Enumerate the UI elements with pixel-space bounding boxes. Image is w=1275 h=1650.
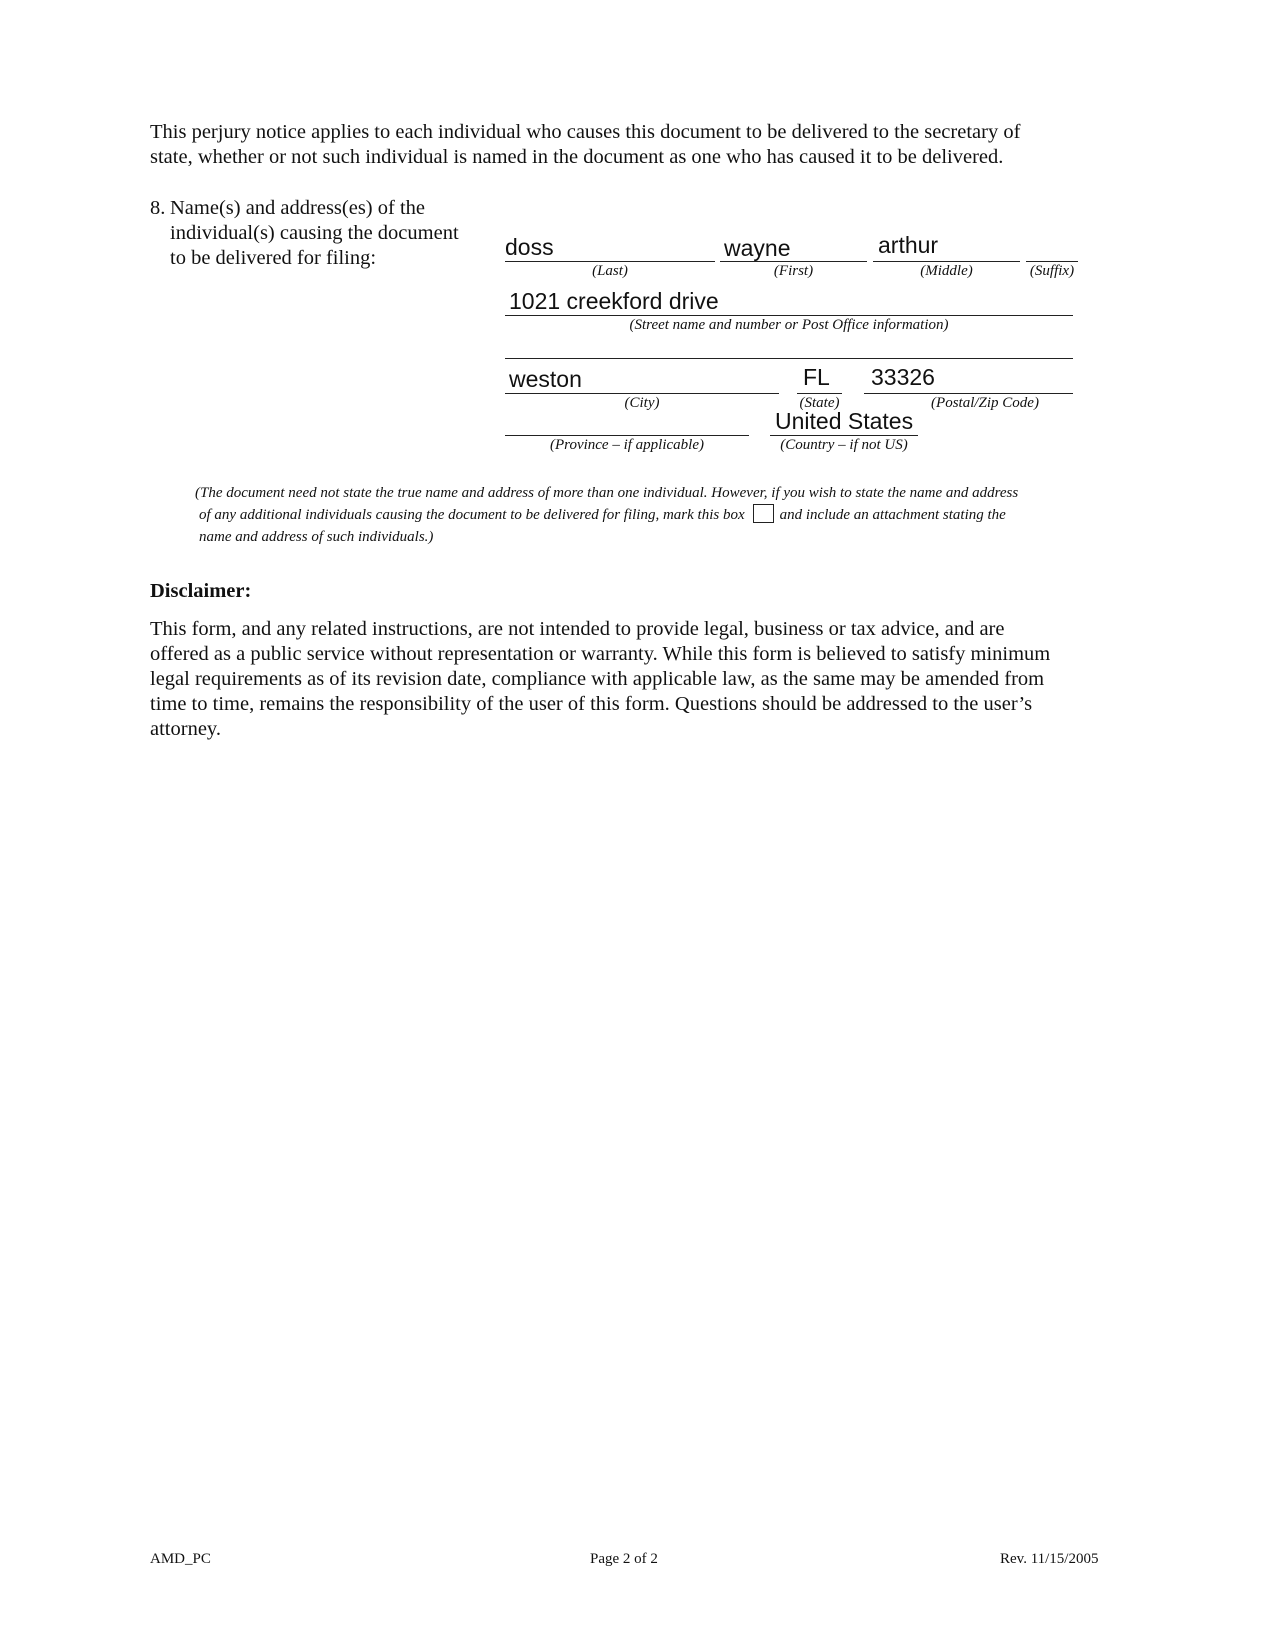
- last-name-field[interactable]: [505, 261, 715, 262]
- note-line-2: [195, 504, 1125, 526]
- middle-name-field[interactable]: [873, 261, 1020, 262]
- country-field[interactable]: [770, 435, 918, 436]
- item-8-label-line-3: to be delivered for filing:: [170, 247, 377, 269]
- city-field[interactable]: [505, 393, 779, 394]
- state-caption: (State): [799, 395, 840, 411]
- disclaimer-text: [150, 617, 1130, 742]
- state-value[interactable]: FL: [803, 364, 830, 390]
- street-field[interactable]: [505, 315, 1073, 316]
- first-name-field[interactable]: [720, 261, 867, 262]
- disclaimer-line-4: time to time, remains the responsibility of the user of this form. Questions should be addressed to the user’s: [150, 693, 1033, 715]
- disclaimer-line-1: This form, and any related instructions, are not intended to provide legal, business or tax advice, and are: [150, 618, 1005, 640]
- first-name-value[interactable]: wayne: [724, 235, 791, 261]
- street-line-2-field[interactable]: [505, 358, 1073, 359]
- first-name-caption: (First): [773, 263, 814, 279]
- last-name-caption: (Last): [592, 263, 628, 279]
- suffix-field[interactable]: [1026, 261, 1078, 262]
- country-value[interactable]: United States: [775, 408, 914, 434]
- province-caption: (Province – if applicable): [550, 437, 704, 453]
- footer-form-id: AMD_PC: [150, 1551, 211, 1567]
- last-name-value[interactable]: doss: [505, 234, 554, 260]
- footer-revision: Rev. 11/15/2005: [1000, 1551, 1099, 1567]
- note-line-1: (The document need not state the true name and address of more than one individual. However, if you wish to state the name and address: [195, 485, 1019, 501]
- note-line-2-before: of any additional individuals causing the document to be delivered for filing, mark this box: [199, 507, 745, 523]
- street-caption: (Street name and number or Post Office information): [629, 317, 949, 333]
- disclaimer-line-2: offered as a public service without representation or warranty. While this form is believed to satisfy minimum: [150, 643, 1051, 665]
- country-caption: (Country – if not US): [780, 437, 908, 453]
- middle-name-value[interactable]: arthur: [878, 232, 939, 258]
- disclaimer-line-3: legal requirements as of its revision date, compliance with applicable law, as the same may be amended from: [150, 668, 1045, 690]
- perjury-notice: [150, 120, 1130, 170]
- state-field[interactable]: [797, 393, 842, 394]
- footer-page-number: Page 2 of 2: [590, 1551, 658, 1567]
- disclaimer-line-5: attorney.: [150, 718, 221, 740]
- additional-individuals-note: [195, 482, 1125, 548]
- additional-individuals-checkbox[interactable]: [753, 504, 774, 523]
- city-value[interactable]: weston: [509, 366, 582, 392]
- item-8-label-line-1: Name(s) and address(es) of the: [170, 197, 426, 219]
- province-field[interactable]: [505, 435, 749, 436]
- perjury-notice-line-2: state, whether or not such individual is named in the document as one who has caused it to be delivered.: [150, 146, 1004, 168]
- zip-field[interactable]: [864, 393, 1073, 394]
- note-line-2-after: and include an attachment stating the: [779, 507, 1006, 523]
- perjury-notice-line-1: This perjury notice applies to each individual who causes this document to be delivered to the secretary of: [150, 121, 1021, 143]
- city-caption: (City): [624, 395, 660, 411]
- item-8-number: 8.: [150, 197, 166, 219]
- zip-value[interactable]: 33326: [871, 364, 935, 390]
- item-8-label-line-2: individual(s) causing the document: [170, 222, 459, 244]
- note-line-3: name and address of such individuals.): [199, 529, 434, 545]
- middle-name-caption: (Middle): [920, 263, 973, 279]
- zip-caption: (Postal/Zip Code): [931, 395, 1039, 411]
- suffix-caption: (Suffix): [1029, 263, 1075, 279]
- disclaimer-heading: Disclaimer:: [150, 580, 252, 602]
- street-value[interactable]: 1021 creekford drive: [509, 288, 719, 314]
